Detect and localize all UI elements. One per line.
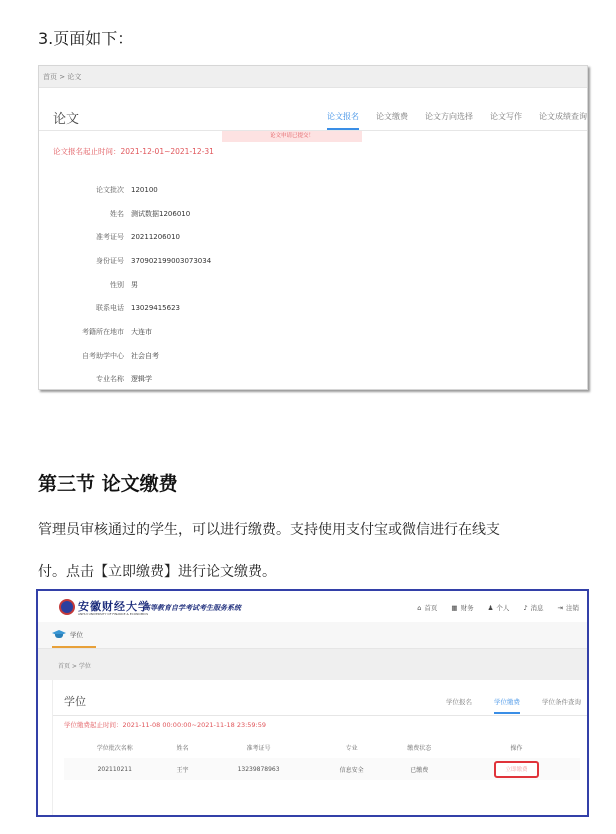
- payment-table: [64, 736, 580, 780]
- pay-now-button[interactable]: 立即缴费: [494, 761, 539, 778]
- tab-bar: [424, 697, 581, 714]
- column-header: 学位批次名称: [96, 744, 133, 752]
- field-label: 论文批次: [96, 185, 124, 194]
- tab-bar: [327, 111, 587, 130]
- home-icon: ⌂: [417, 603, 422, 612]
- breadcrumb: 首页 > 学位: [38, 649, 587, 680]
- field-row: [39, 344, 339, 368]
- student-info-form: [39, 178, 339, 390]
- field-value: 大连市: [131, 327, 152, 336]
- table-row: [64, 758, 580, 780]
- field-value: 测试数据1206010: [131, 209, 191, 218]
- nav-label: 财务: [460, 604, 474, 612]
- nav-messages[interactable]: [523, 603, 543, 612]
- menu-item-degree[interactable]: [52, 622, 96, 648]
- registration-deadline: 论文报名起止时间：2021-12-01~2021-12-31: [53, 147, 214, 156]
- field-value: 社会自考: [131, 351, 159, 360]
- field-value: 逻辑学: [131, 375, 152, 384]
- paragraph-line: 付。点击【立即缴费】进行论文缴费。: [38, 564, 276, 580]
- column-header: 缴费状态: [407, 744, 432, 752]
- finance-icon: ▦: [451, 603, 458, 612]
- table-cell: 信息安全: [318, 758, 386, 780]
- breadcrumb: 首页 > 论文: [39, 66, 587, 88]
- page-title: 论文: [53, 112, 80, 127]
- field-label: 准考证号: [96, 233, 124, 242]
- table-cell: [453, 758, 580, 780]
- menu-item-label: 学位: [70, 630, 83, 639]
- nav-finance[interactable]: [451, 603, 473, 612]
- graduation-cap-icon: [52, 629, 66, 639]
- step-heading: 3.页面如下：: [38, 29, 134, 48]
- tab-degree-payment[interactable]: 学位缴费: [494, 697, 520, 714]
- tab-thesis-payment[interactable]: 论文缴费: [376, 112, 408, 121]
- user-icon: ♟: [487, 603, 494, 612]
- column-header: 操作: [510, 744, 523, 752]
- tab-thesis-score[interactable]: 论文成绩查询: [539, 112, 587, 121]
- field-row: [39, 225, 339, 249]
- field-label: 自考助学中心: [82, 351, 124, 360]
- field-label: 身份证号: [96, 256, 124, 265]
- nav-home[interactable]: [417, 603, 437, 612]
- paragraph-line: 管理员审核通过的学生，可以进行缴费。支持使用支付宝或微信进行在线支: [38, 522, 500, 538]
- top-nav: [403, 603, 579, 612]
- system-name: 高等教育自学考试考生服务系统: [143, 603, 241, 612]
- top-bar: [38, 591, 587, 622]
- field-label: 专业名称: [96, 375, 124, 384]
- table-header-row: [64, 736, 580, 758]
- university-subtitle: ANHUI UNIVERSITY OF FINANCE & ECONOMICS: [78, 612, 149, 616]
- field-value: 男: [131, 280, 138, 289]
- field-row: [39, 178, 339, 202]
- nav-logout[interactable]: [558, 603, 579, 612]
- page-title: 学位: [64, 695, 86, 708]
- table-cell: 已缴费: [385, 758, 453, 780]
- content-panel: [52, 680, 587, 815]
- column-header: 专业: [345, 744, 358, 752]
- bell-icon: ♪: [523, 603, 528, 612]
- field-value: 13029415623: [131, 304, 180, 313]
- university-logo-icon: [59, 599, 75, 615]
- field-row: [39, 320, 339, 344]
- university-name: 安徽财经大学: [78, 600, 150, 613]
- payment-deadline: 学位缴费起止时间：2021-11-08 00:00:00~2021-11-18 23:59:59: [64, 721, 267, 729]
- table-cell: 202110211: [64, 758, 166, 780]
- field-row: [39, 273, 339, 297]
- field-value: 370902199003073034: [131, 256, 212, 265]
- field-value: 120100: [131, 185, 158, 194]
- tab-degree-registration[interactable]: 学位报名: [446, 698, 472, 706]
- tab-degree-conditions[interactable]: 学位条件查询: [542, 698, 581, 706]
- success-toast: 论文申请已提交！: [222, 131, 362, 142]
- nav-label: 注销: [566, 604, 579, 612]
- thesis-registration-screenshot: [38, 65, 588, 390]
- section-title: 第三节 论文缴费: [38, 473, 178, 495]
- nav-label: 首页: [424, 604, 438, 612]
- divider: [53, 715, 587, 716]
- nav-label: 消息: [530, 604, 544, 612]
- degree-payment-screenshot: [36, 589, 589, 817]
- tab-thesis-registration[interactable]: 论文报名: [327, 111, 359, 130]
- field-row: [39, 249, 339, 273]
- column-header: 准考证号: [246, 744, 271, 752]
- field-label: 姓名: [110, 209, 124, 218]
- field-row: [39, 296, 339, 320]
- tab-thesis-direction[interactable]: 论文方向选择: [425, 112, 473, 121]
- field-label: 联系电话: [96, 304, 124, 313]
- nav-personal[interactable]: [488, 603, 510, 612]
- menu-bar: [38, 622, 587, 649]
- field-row: [39, 202, 339, 226]
- logout-icon: ⇥: [557, 603, 563, 612]
- nav-label: 个人: [496, 604, 510, 612]
- field-label: 考籍所在地市: [82, 327, 124, 336]
- tab-thesis-writing[interactable]: 论文写作: [490, 112, 522, 121]
- table-cell: 13239878963: [199, 758, 317, 780]
- column-header: 姓名: [176, 744, 189, 752]
- field-row: [39, 368, 339, 391]
- table-cell: 王宇: [166, 758, 200, 780]
- field-label: 性别: [110, 280, 124, 289]
- field-value: 20211206010: [131, 233, 180, 242]
